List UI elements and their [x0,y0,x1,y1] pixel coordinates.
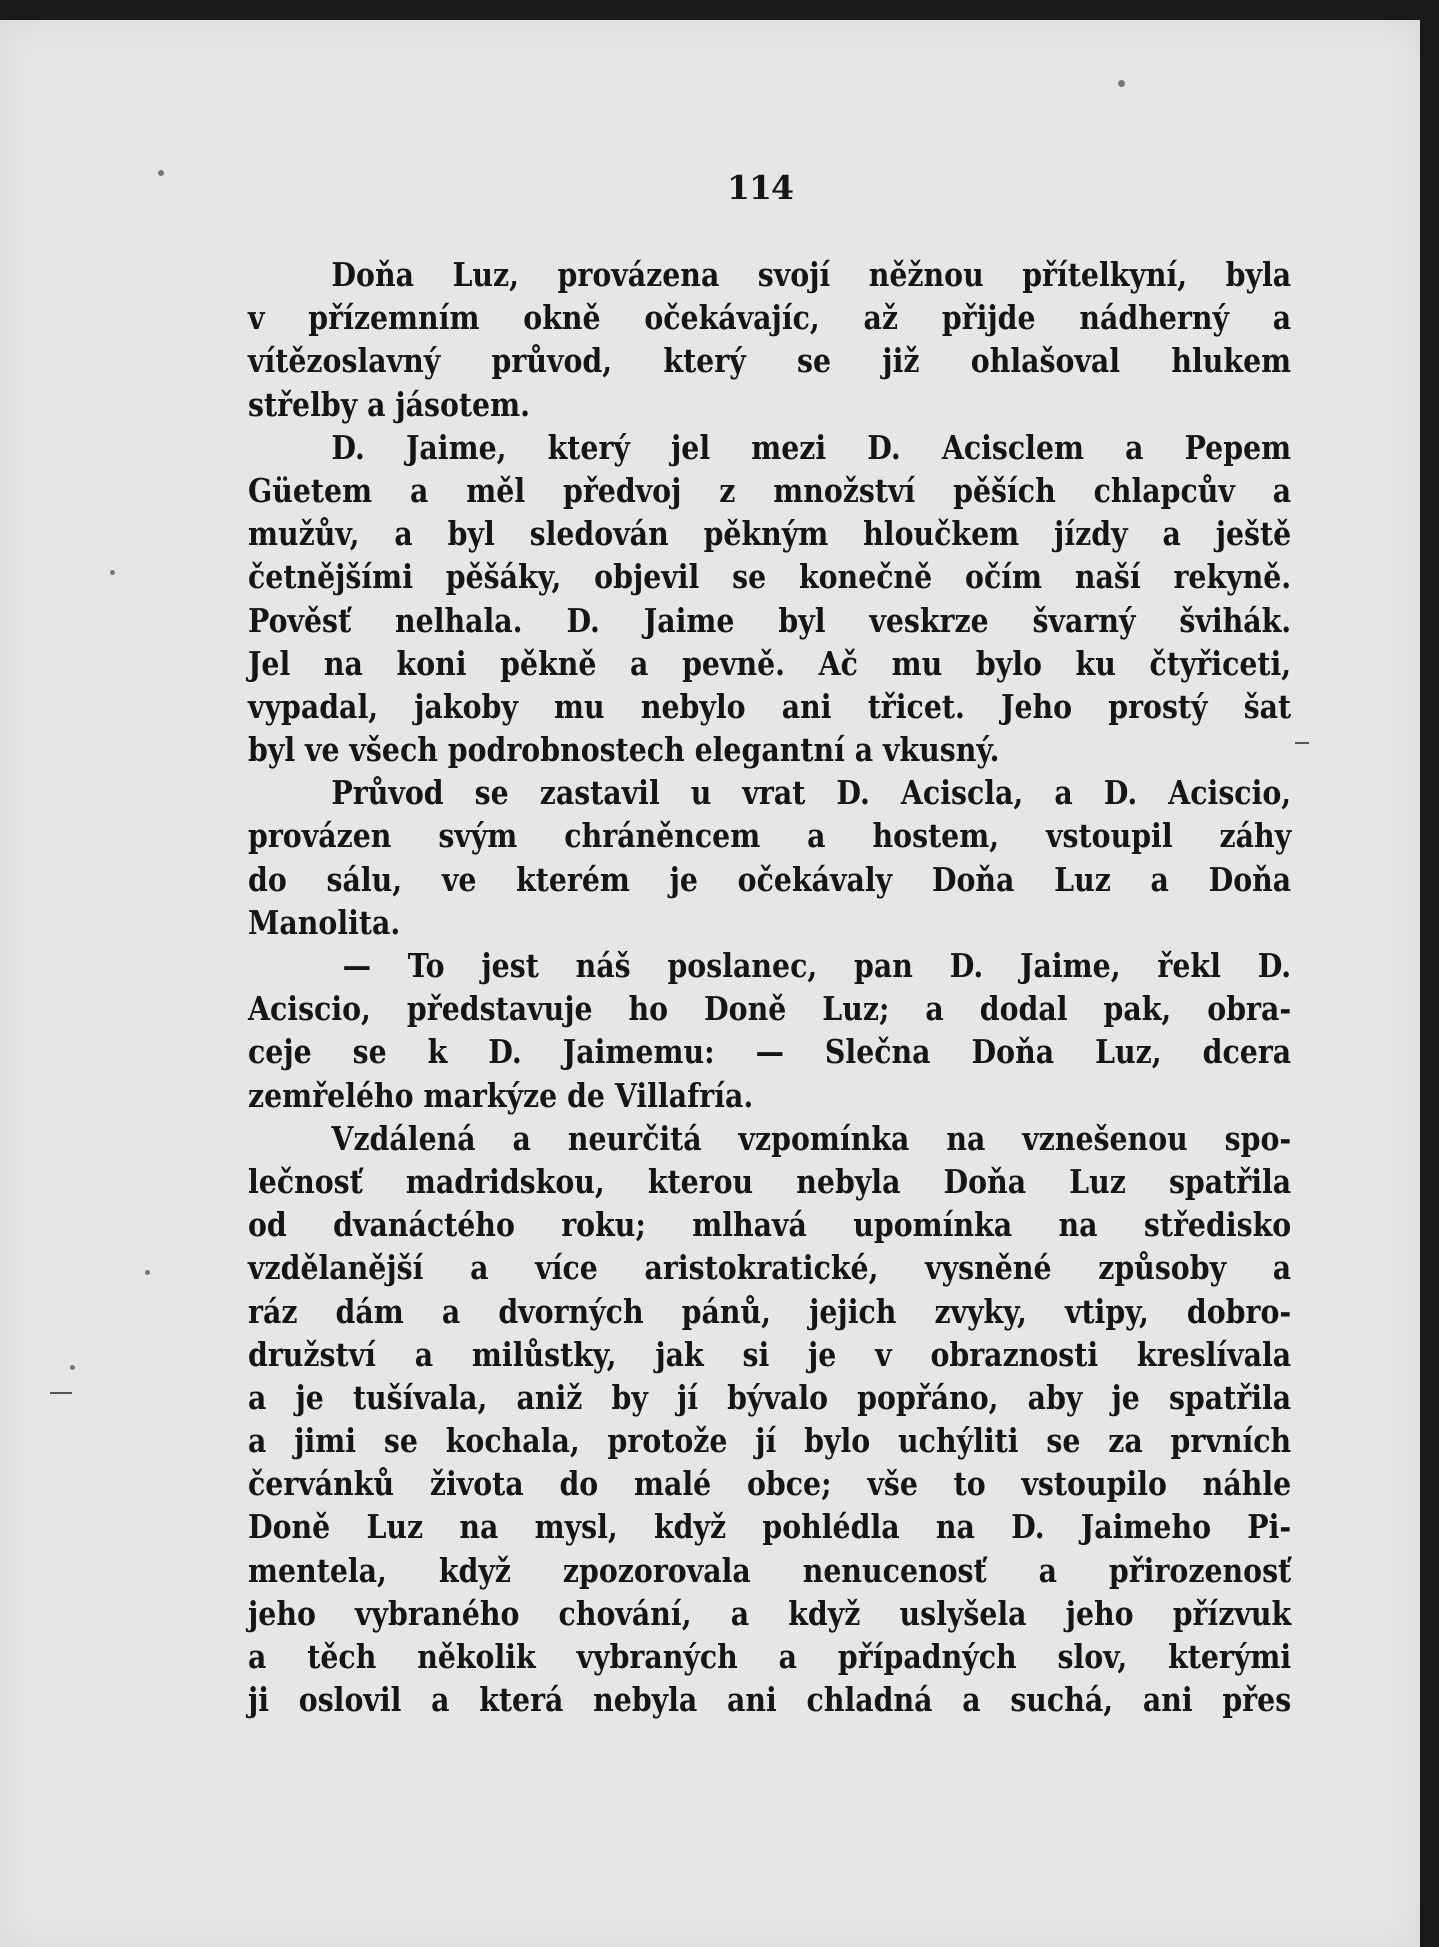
text-line: Průvod se zastavil u vrat D. Aciscla, a D. Aciscio, [331,773,1292,813]
text-line: Güetem a měl předvoj z množství pěších chlapcův a [248,470,1292,510]
text-line: — To jest náš poslanec, pan D. Jaime, řekl D. [342,946,1292,985]
text-line: a je tušívala, aniž by jí bývalo popřáno, aby je spatřila [248,1377,1292,1417]
text-line: četnějšími pěšáky, objevil se konečně očím naší rekyně. [248,557,1292,597]
text-line: jeho vybraného chování, a když uslyšela jeho přízvuk [248,1593,1292,1633]
book-page [0,20,1420,1947]
speck [158,170,164,176]
text-line: vypadal, jakoby mu nebylo ani třicet. Jeho prostý šat [248,686,1292,726]
speck [110,570,115,575]
text-line: zemřelého markýze de Villafría. [248,1075,754,1115]
text-line: Doňa Luz, provázena svojí něžnou přítelkyní, byla [331,255,1292,294]
text-line: Manolita. [248,902,401,942]
text-line: vítězoslavný průvod, který se již ohlašoval hlukem [248,341,1292,381]
text-line: Vzdálená a neurčitá vzpomínka na vznešenou spo- [331,1118,1292,1158]
text-line: Pověsť nelhala. D. Jaime byl veskrze švarný švihák. [248,600,1292,640]
text-line: střelby a jásotem. [248,384,530,424]
text-line: Aciscio, představuje ho Doně Luz; a dodal pak, obra- [248,989,1292,1029]
text-line: družství a milůstky, jak si je v obraznosti kreslívala [248,1334,1292,1374]
speck [145,1270,150,1275]
text-line: do sálu, ve kterém je očekávaly Doňa Luz a Doňa [248,859,1292,899]
text-line: lečnosť madridskou, kterou nebyla Doňa Luz spatřila [248,1161,1292,1201]
text-line: a těch několik vybraných a případných slov, kterými [248,1637,1292,1676]
speck [1118,80,1125,87]
text-line: Jel na koni pěkně a pevně. Ač mu bylo ku čtyřiceti, [248,643,1292,683]
text-line: vzdělanější a více aristokratické, vysněné způsoby a [248,1248,1292,1288]
margin-mark [50,1392,72,1394]
text-line: a jimi se kochala, protože jí bylo uchýliti se za prvních [248,1421,1292,1461]
text-line: od dvanáctého roku; mlhavá upomínka na středisko [248,1205,1292,1245]
text-line: ji oslovil a která nebyla ani chladná a suchá, ani přes [248,1680,1292,1720]
text-line: D. Jaime, který jel mezi D. Acisclem a Pepem [331,427,1292,467]
text-line: červánků života do malé obce; vše to vstoupilo náhle [248,1464,1292,1504]
text-line: Doně Luz na mysl, když pohlédla na D. Jaimeho Pi- [248,1507,1292,1547]
text-line: ráz dám a dvorných pánů, jejich zvyky, vtipy, dobro- [248,1291,1292,1331]
speck [70,1365,75,1370]
text-line: mentela, když zpozorovala nenucenosť a přirozenosť [248,1550,1292,1590]
margin-mark [1295,742,1309,744]
text-line: v přízemním okně očekávajíc, až přijde nádherný a [248,298,1292,338]
text-line: mužův, a byl sledován pěkným hloučkem jízdy a ještě [248,514,1292,554]
body-text [248,253,1291,1721]
page-number: 114 [727,168,793,207]
text-line: ceje se k D. Jaimemu: — Slečna Doňa Luz, dcera [248,1032,1292,1072]
text-line: byl ve všech podrobnostech elegantní a vkusný. [248,730,1000,770]
text-line: provázen svým chráněncem a hostem, vstoupil záhy [248,816,1292,856]
